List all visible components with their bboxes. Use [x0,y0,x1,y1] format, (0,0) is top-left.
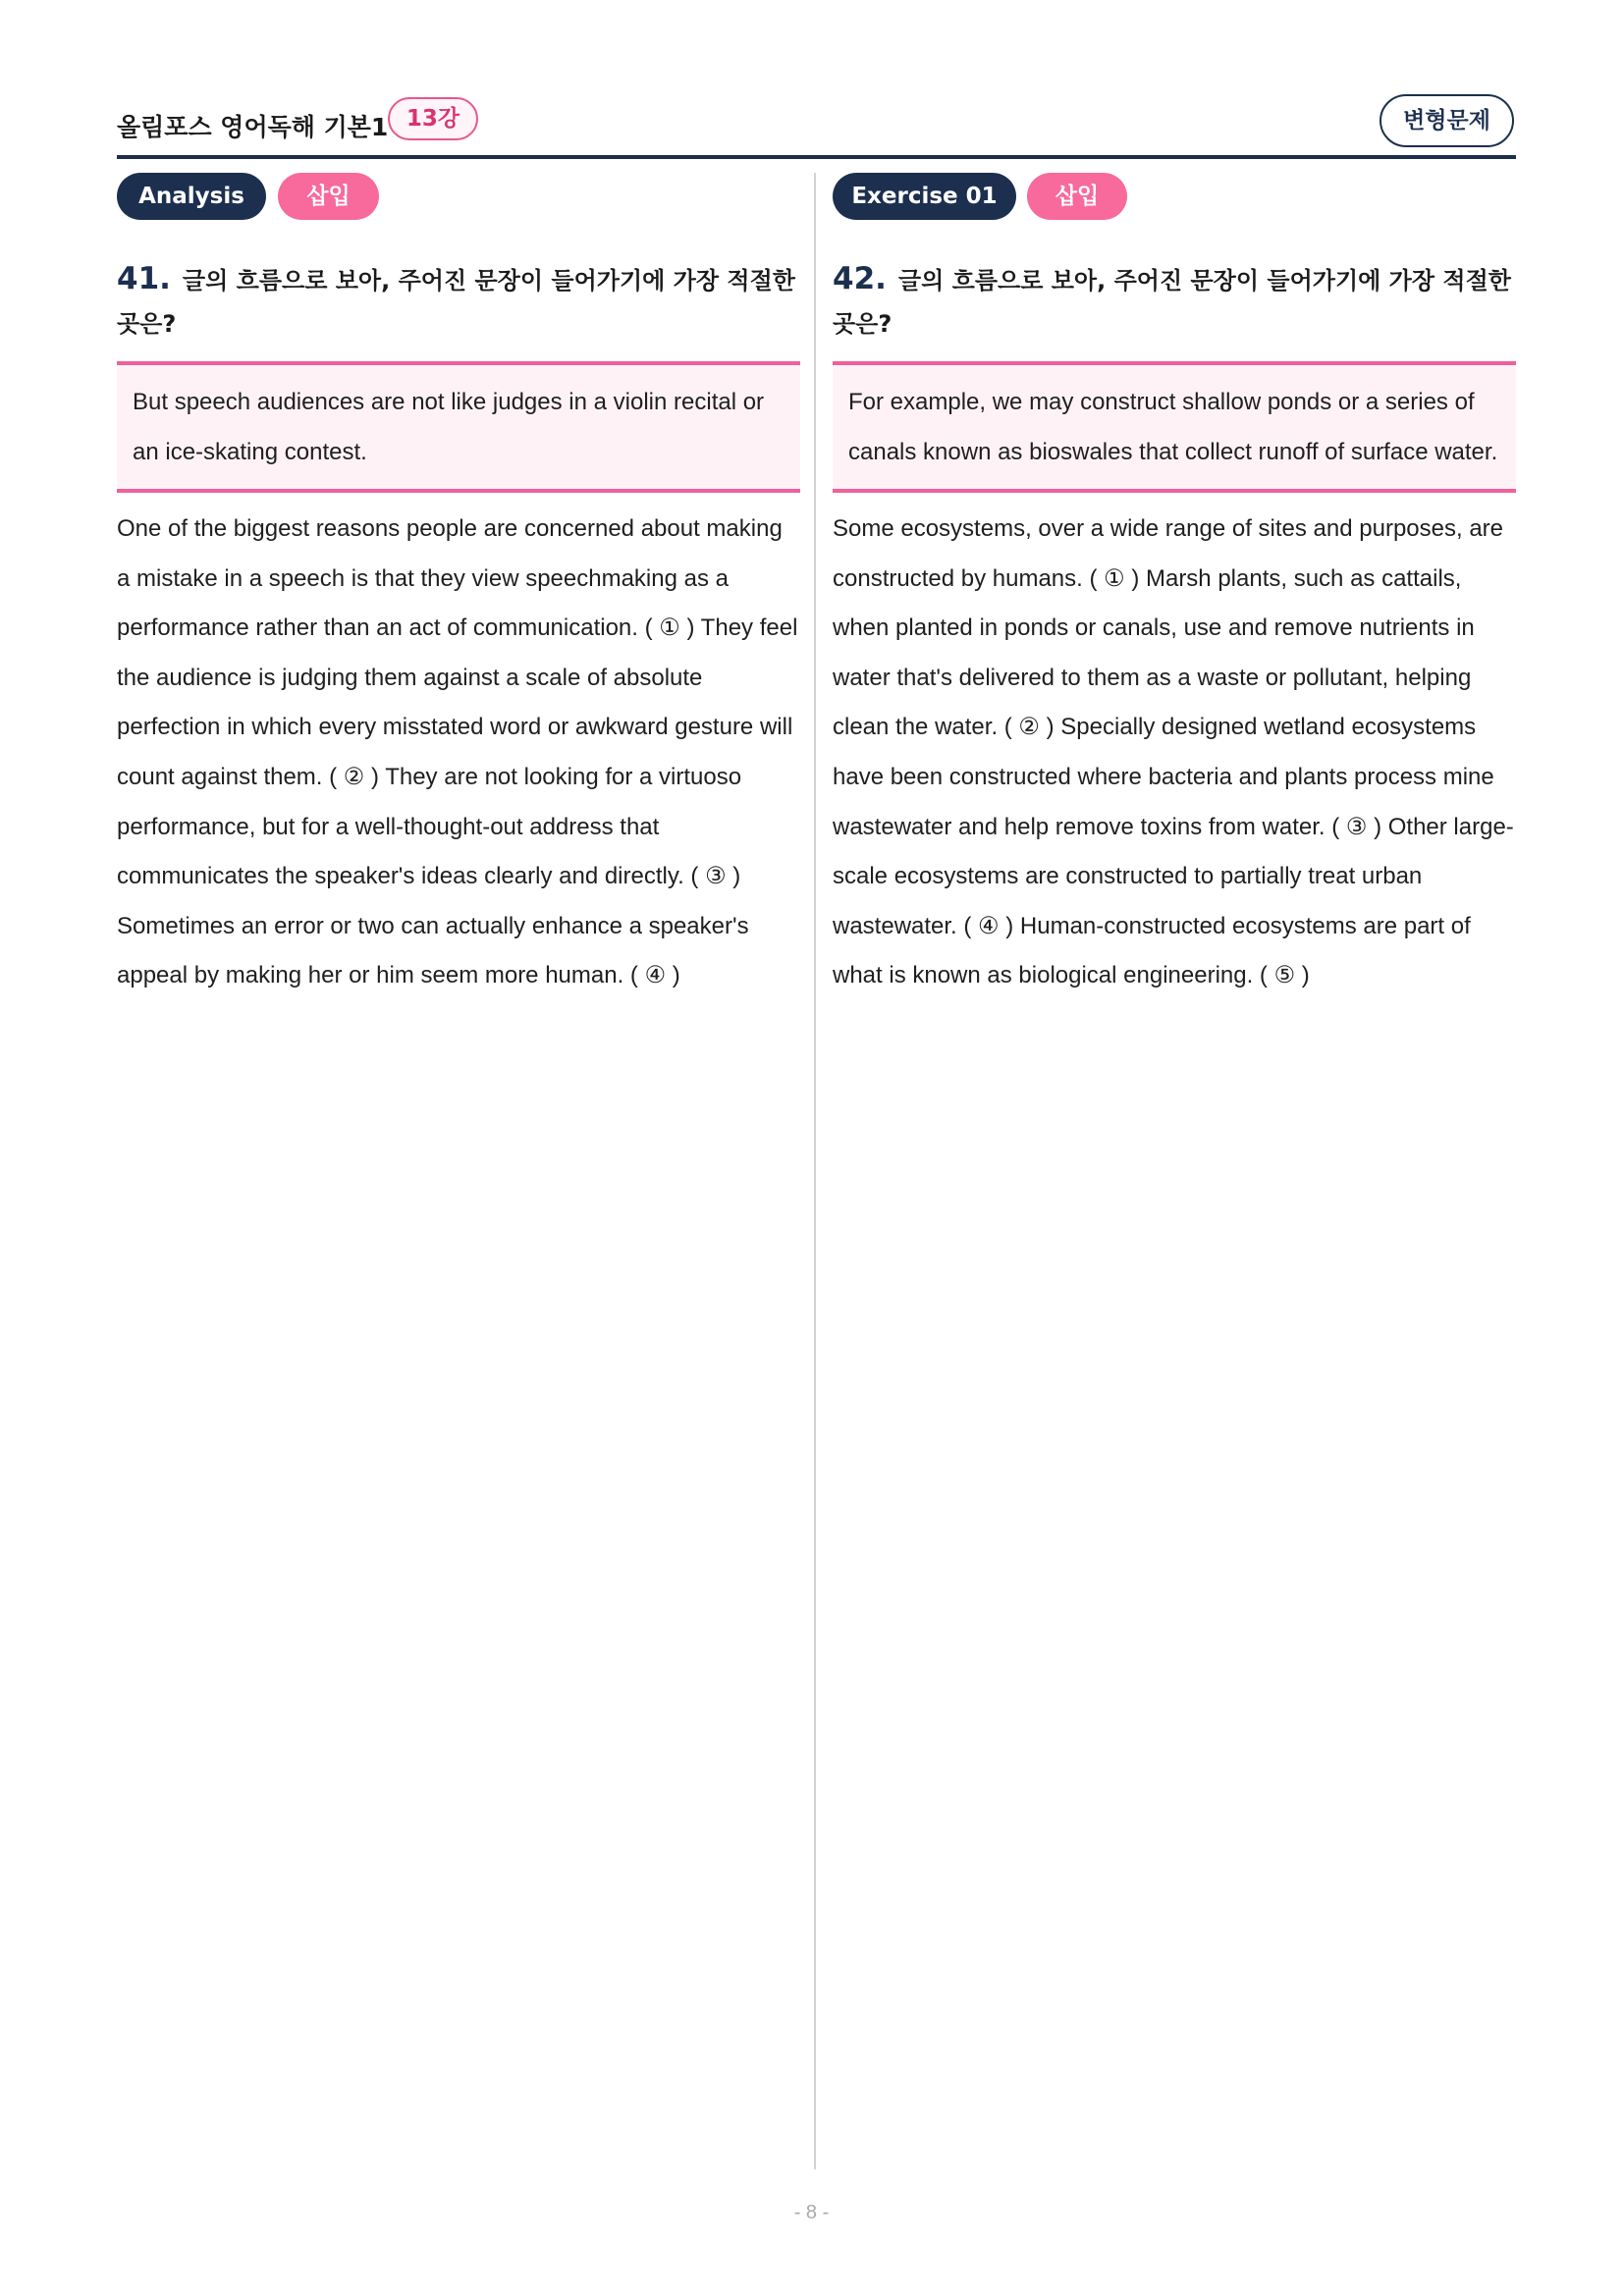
right-column [833,173,1516,1001]
header-divider [117,155,1516,159]
book-title: 올림포스 영어독해 기본1 [117,113,389,141]
question-41 [117,257,800,346]
page-header [117,90,1516,159]
question-text: 글의 흐름으로 보아, 주어진 문장이 들어가기에 가장 적절한 곳은? [117,267,795,338]
question-text: 글의 흐름으로 보아, 주어진 문장이 들어가기에 가장 적절한 곳은? [833,267,1511,338]
exercise-tag: Exercise 01 [833,173,1016,220]
right-tags [833,173,1516,224]
insertion-tag: 삽입 [278,173,379,220]
question-number: 41. [117,261,171,296]
insertion-tag: 삽입 [1027,173,1127,220]
page-number: - 8 - [793,2202,830,2223]
passage-text: Some ecosystems, over a wide range of sites and purposes, are constructed by humans. ( ① ) Marsh plants, such as cattails, when planted in ponds or canals, use and remove nutrients in water that's delivered to them as a waste or pollutant, helping clean the water. ( ② ) Specially designed wetland ecosystems have been constructed where bacteria and plants process mine wastewater and help remove toxins from water. ( ③ ) Other large-scale ecosystems are constructed to partially treat urban wastewater. ( ④ ) Human-constructed ecosystems are part of what is known as biological engineering. ( ⑤ ) [833,515,1514,989]
given-sentence-box: For example, we may construct shallow ponds or a series of canals known as bioswales that collect runoff of surface water. [833,361,1516,493]
question-number: 42. [833,261,887,296]
question-type-badge: 변형문제 [1380,94,1514,147]
given-sentence-box: But speech audiences are not like judges in a violin recital or an ice-skating contest. [117,361,800,493]
question-42 [833,257,1516,346]
left-column [117,173,800,1001]
left-tags [117,173,800,224]
lesson-badge: 13강 [388,97,478,140]
analysis-tag: Analysis [117,173,266,220]
passage-text: One of the biggest reasons people are concerned about making a mistake in a speech is that they view speechmaking as a performance rather than an act of communication. ( ① ) They feel the audience is judging them against a scale of absolute perfection in which every misstated word or awkward gesture will count against them. ( ② ) They are not looking for a virtuoso performance, but for a well-thought-out address that communicates the speaker's ideas clearly and directly. ( ③ ) Sometimes an error or two can actually enhance a speaker's appeal by making her or him seem more human. ( ④ ) [117,515,798,989]
column-divider [814,173,816,2169]
